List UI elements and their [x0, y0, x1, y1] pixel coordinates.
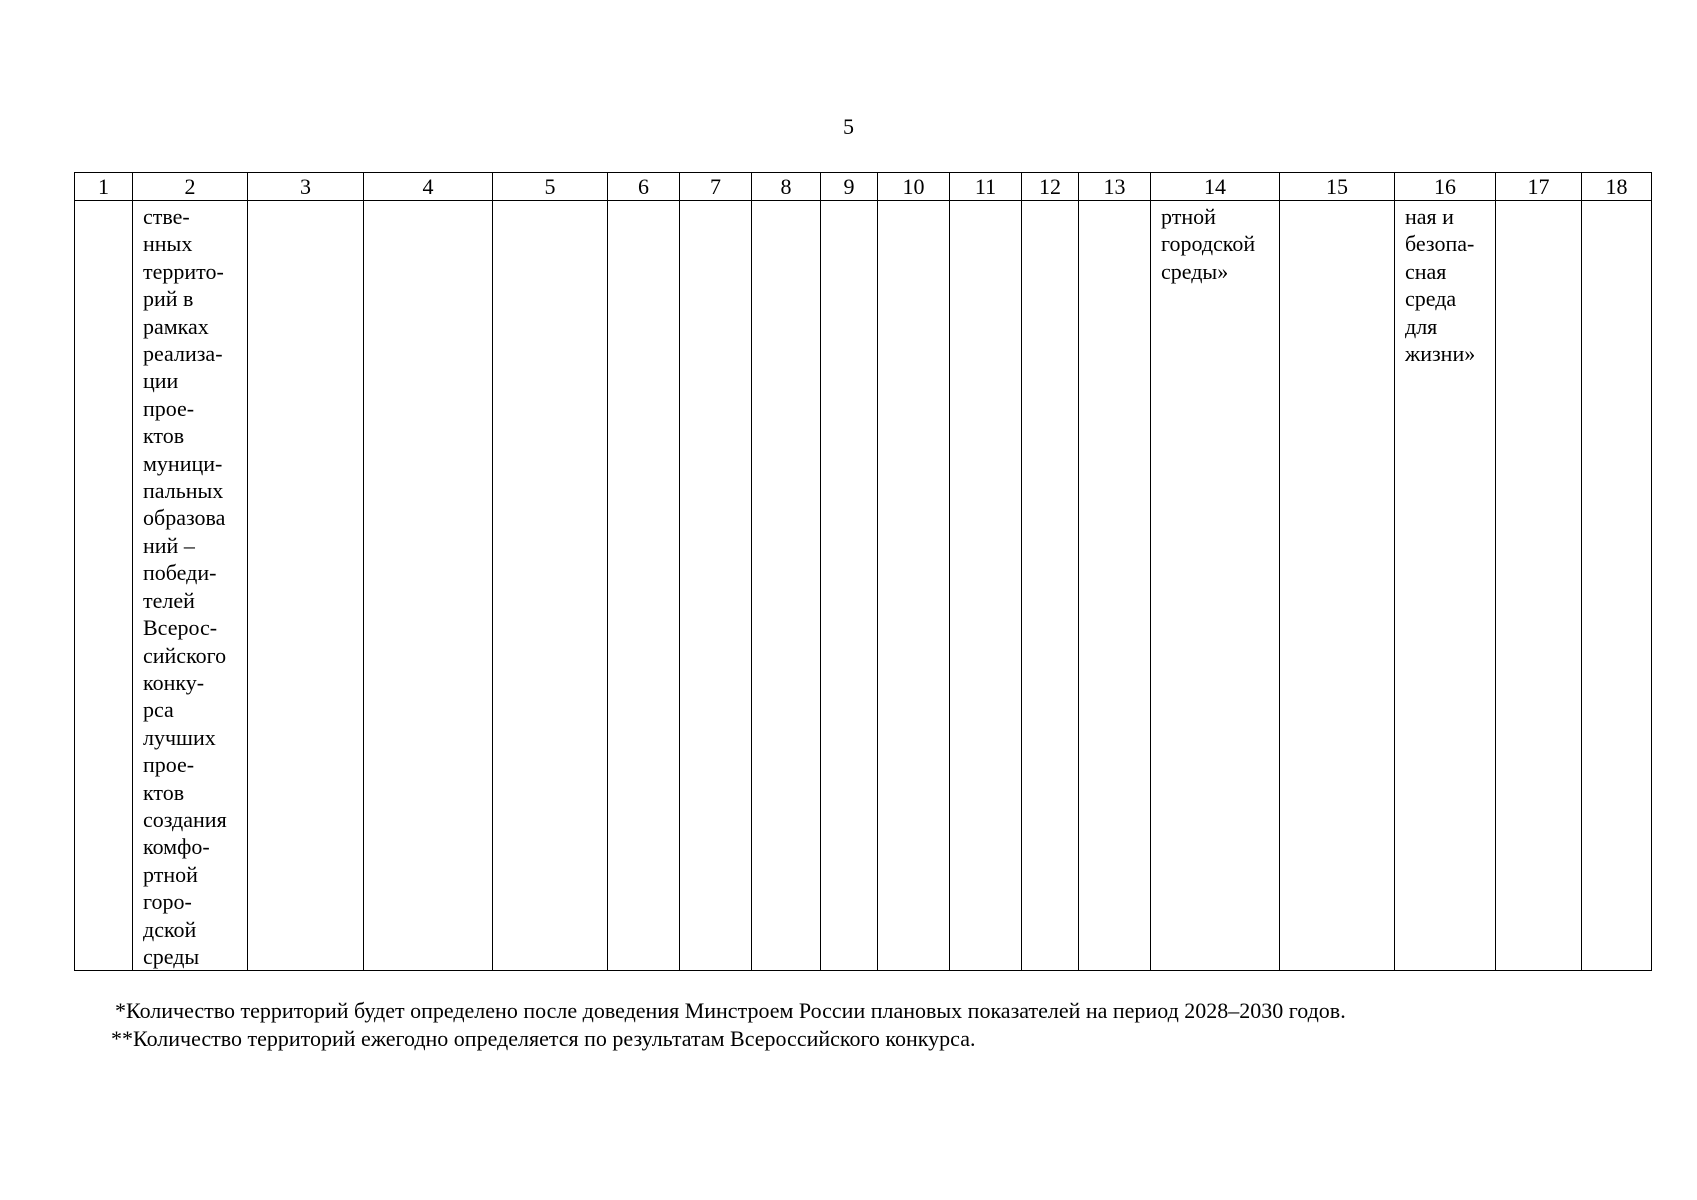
column-header-11: 11	[950, 173, 1022, 201]
cell-text-line: безопа-	[1405, 231, 1475, 257]
cell-col-18	[1582, 201, 1652, 971]
cell-text-line: жизни»	[1405, 341, 1476, 367]
cell-text-line: террито-	[143, 258, 224, 284]
cell-text-line: Всерос-	[143, 615, 218, 641]
footnote-1: *Количество территорий будет определено после доведения Минстроем России плановых показателей на период 2028–2030 годов.	[115, 998, 1346, 1023]
cell-text-line: дской	[143, 916, 197, 942]
column-header-15: 15	[1280, 173, 1395, 201]
cell-text-line: пальных	[143, 478, 224, 504]
column-header-14: 14	[1151, 173, 1280, 201]
cell-col-13	[1079, 201, 1151, 971]
cell-text-line: прое-	[143, 752, 195, 778]
cell-text-line: ний –	[143, 532, 195, 558]
cell-col-16-text	[1395, 201, 1495, 367]
cell-text-line: для	[1405, 313, 1438, 339]
cell-text-line: телей	[143, 587, 195, 613]
cell-col-6	[608, 201, 680, 971]
cell-col-10	[878, 201, 950, 971]
cell-text-line: горо-	[143, 889, 192, 915]
footnotes	[111, 997, 1346, 1053]
cell-col-14-text	[1151, 201, 1279, 285]
cell-text-line: лучших	[143, 724, 216, 750]
cell-text-line: ртной	[1161, 204, 1216, 229]
column-header-18: 18	[1582, 173, 1652, 201]
cell-col-5	[493, 201, 608, 971]
column-header-6: 6	[608, 173, 680, 201]
cell-text-line: конку-	[143, 669, 205, 695]
cell-col-2-text	[133, 201, 247, 970]
cell-col-3	[248, 201, 364, 971]
cell-text-line: ции	[143, 368, 179, 394]
cell-text-line: ктов	[143, 779, 185, 805]
cell-text-line: ктов	[143, 423, 185, 449]
column-header-3: 3	[248, 173, 364, 201]
cell-text-line: среды	[143, 943, 200, 969]
cell-col-7	[680, 201, 752, 971]
cell-text-line: сная	[1405, 258, 1447, 284]
cell-text-line: победи-	[143, 560, 217, 586]
cell-text-line: стве-	[143, 204, 190, 229]
page-number: 5	[843, 114, 854, 139]
cell-col-15	[1280, 201, 1395, 971]
column-header-1: 1	[75, 173, 133, 201]
column-header-5: 5	[493, 173, 608, 201]
cell-col-16	[1395, 201, 1496, 971]
column-header-17: 17	[1496, 173, 1582, 201]
cell-col-12	[1022, 201, 1079, 971]
column-header-8: 8	[752, 173, 821, 201]
header-row	[75, 173, 1652, 201]
cell-col-9	[821, 201, 878, 971]
column-header-2: 2	[133, 173, 248, 201]
column-header-7: 7	[680, 173, 752, 201]
cell-col-1	[75, 201, 133, 971]
cell-text-line: создания	[143, 806, 227, 832]
cell-col-14	[1151, 201, 1280, 971]
cell-text-line: муници-	[143, 450, 223, 476]
cell-col-2	[133, 201, 248, 971]
cell-text-line: комфо-	[143, 834, 210, 860]
cell-text-line: реализа-	[143, 341, 223, 367]
cell-col-17	[1496, 201, 1582, 971]
column-header-4: 4	[364, 173, 493, 201]
cell-text-line: нных	[143, 231, 193, 257]
column-header-16: 16	[1395, 173, 1496, 201]
cell-col-8	[752, 201, 821, 971]
cell-text-line: прое-	[143, 395, 195, 421]
cell-text-line: ная и	[1405, 204, 1454, 229]
cell-text-line: ртной	[143, 861, 198, 887]
cell-text-line: рамках	[143, 313, 209, 339]
cell-col-4	[364, 201, 493, 971]
column-header-10: 10	[878, 173, 950, 201]
data-table	[74, 172, 1652, 971]
table-row	[75, 201, 1652, 971]
footnote-2: **Количество территорий ежегодно определяется по результатам Всероссийского конкурса.	[111, 1026, 976, 1051]
cell-col-11	[950, 201, 1022, 971]
cell-text-line: рса	[143, 697, 174, 723]
column-header-13: 13	[1079, 173, 1151, 201]
cell-text-line: среды»	[1161, 258, 1229, 284]
cell-text-line: городской	[1161, 231, 1256, 257]
cell-text-line: среда	[1405, 286, 1457, 312]
cell-text-line: образова	[143, 505, 226, 531]
cell-text-line: сийского	[143, 642, 227, 668]
column-header-12: 12	[1022, 173, 1079, 201]
cell-text-line: рий в	[143, 286, 194, 312]
column-header-9: 9	[821, 173, 878, 201]
